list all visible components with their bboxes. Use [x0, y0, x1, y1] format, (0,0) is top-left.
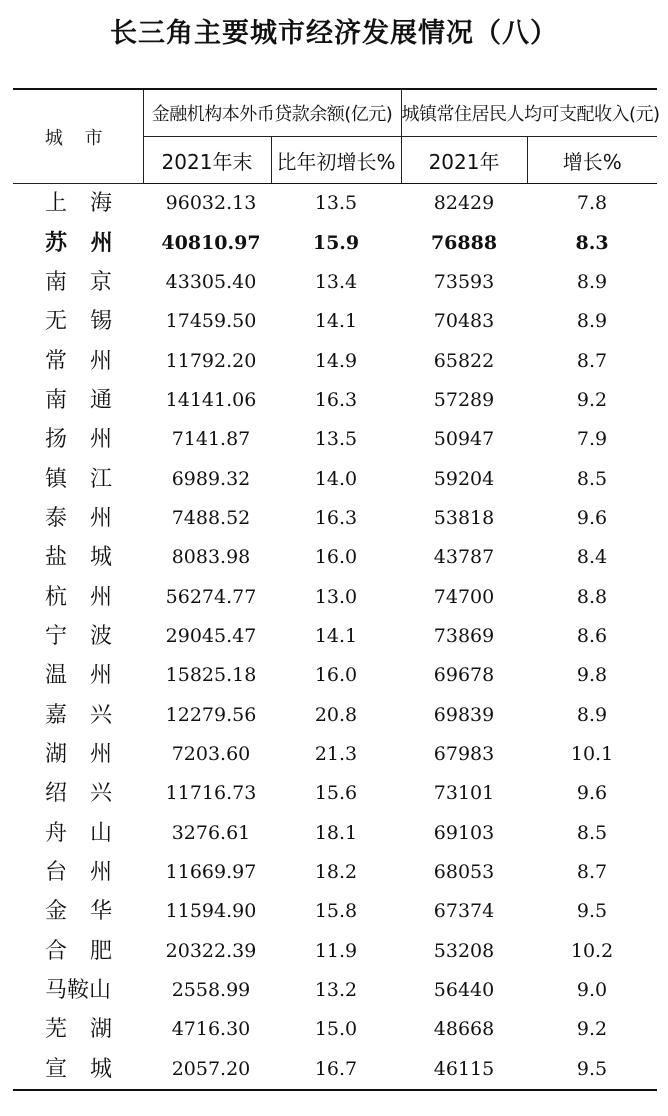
city-cell: 绍 兴 — [45, 781, 120, 807]
income-growth-cell: 8.6 — [576, 624, 608, 647]
income-cell: 73101 — [433, 782, 495, 805]
header-income-year: 2021年 — [401, 137, 527, 184]
loan-growth-cell: 13.5 — [314, 428, 358, 451]
loan-growth-cell: 16.3 — [314, 506, 358, 529]
table-row — [13, 381, 657, 420]
loan-growth-cell: 15.9 — [312, 231, 360, 254]
city-cell: 上 海 — [45, 191, 120, 217]
header-loan-growth: 比年初增长% — [271, 137, 401, 184]
loan-growth-cell: 18.1 — [314, 821, 358, 844]
loan-balance-cell: 7488.52 — [171, 506, 251, 529]
city-cell: 泰 州 — [45, 505, 120, 531]
city-cell: 杭 州 — [45, 584, 120, 610]
income-cell: 53208 — [433, 939, 495, 962]
loan-growth-cell: 16.3 — [314, 388, 358, 411]
loan-balance-cell: 14141.06 — [165, 388, 257, 411]
table-row — [13, 184, 657, 224]
city-cell: 苏 州 — [45, 230, 121, 256]
income-growth-cell: 8.9 — [576, 703, 608, 726]
income-cell: 56440 — [433, 979, 495, 1002]
loan-balance-cell: 3276.61 — [171, 821, 251, 844]
loan-growth-cell: 11.9 — [314, 939, 358, 962]
income-cell: 46115 — [401, 1050, 527, 1090]
table-row — [13, 538, 657, 577]
income-cell: 82429 — [433, 192, 495, 215]
loan-balance-cell: 12279.56 — [165, 703, 257, 726]
income-growth-cell: 10.2 — [570, 939, 614, 962]
income-cell: 67374 — [433, 900, 495, 923]
table-row — [13, 420, 657, 459]
table-row — [13, 695, 657, 734]
loan-growth-cell: 15.0 — [314, 1018, 358, 1041]
table-row — [13, 617, 657, 656]
city-cell: 马鞍山 — [45, 978, 112, 1004]
city-cell: 无 锡 — [45, 309, 120, 335]
city-cell: 嘉 兴 — [45, 702, 120, 728]
loan-growth-cell: 13.2 — [314, 979, 358, 1002]
loan-growth-cell: 14.1 — [314, 624, 358, 647]
income-growth-cell: 8.4 — [576, 546, 608, 569]
income-growth-cell: 8.3 — [575, 231, 609, 254]
loan-balance-cell: 7203.60 — [171, 742, 251, 765]
income-growth-cell: 7.9 — [576, 428, 608, 451]
loan-balance-cell: 6989.32 — [171, 467, 251, 490]
city-cell: 台 州 — [45, 860, 120, 886]
income-cell: 74700 — [433, 585, 495, 608]
loan-balance-cell: 2558.99 — [171, 979, 251, 1002]
table-row — [13, 263, 657, 302]
income-growth-cell: 10.1 — [570, 742, 614, 765]
loan-balance-cell: 11594.90 — [165, 900, 257, 923]
loan-balance-cell: 11792.20 — [165, 349, 257, 372]
income-cell: 65822 — [433, 349, 495, 372]
city-cell: 常 州 — [45, 348, 120, 374]
income-cell: 50947 — [433, 428, 495, 451]
city-cell: 合 肥 — [45, 938, 120, 964]
loan-growth-cell: 13.5 — [314, 192, 358, 215]
income-cell: 48668 — [433, 1018, 495, 1041]
loan-growth-cell: 13.4 — [314, 270, 358, 293]
income-cell: 69103 — [433, 821, 495, 844]
header-loan-group: 金融机构本外币贷款余额(亿元) — [143, 89, 401, 137]
city-cell: 宁 波 — [45, 623, 120, 649]
loan-growth-cell: 20.8 — [314, 703, 358, 726]
table-row — [13, 499, 657, 538]
table-row — [13, 341, 657, 380]
income-cell: 67983 — [433, 742, 495, 765]
income-cell: 57289 — [433, 388, 495, 411]
loan-growth-cell: 21.3 — [314, 742, 358, 765]
loan-balance-cell: 56274.77 — [165, 585, 257, 608]
city-cell: 镇 江 — [45, 466, 120, 492]
table-row — [13, 971, 657, 1010]
city-cell: 南 通 — [45, 387, 120, 413]
table-row — [13, 774, 657, 813]
income-growth-cell: 9.6 — [576, 506, 608, 529]
city-cell: 金 华 — [45, 899, 120, 925]
loan-balance-cell: 8083.98 — [171, 546, 251, 569]
page-title: 长三角主要城市经济发展情况（八） — [110, 18, 558, 49]
city-cell: 南 京 — [45, 269, 120, 295]
income-growth-cell: 9.2 — [576, 388, 608, 411]
table-row — [13, 577, 657, 616]
loan-balance-cell: 20322.39 — [165, 939, 257, 962]
loan-balance-cell: 40810.97 — [161, 231, 261, 254]
income-growth-cell: 9.6 — [576, 782, 608, 805]
table-row — [13, 1010, 657, 1049]
loan-growth-cell: 15.6 — [314, 782, 358, 805]
table-row — [13, 302, 657, 341]
loan-balance-cell: 17459.50 — [165, 310, 257, 333]
income-growth-cell: 8.5 — [576, 467, 608, 490]
table-row — [13, 932, 657, 971]
loan-growth-cell: 15.8 — [314, 900, 358, 923]
income-growth-cell: 9.8 — [576, 664, 608, 687]
loan-growth-cell: 14.1 — [314, 310, 358, 333]
income-growth-cell: 9.0 — [576, 979, 608, 1002]
loan-growth-cell: 16.7 — [271, 1050, 401, 1090]
loan-balance-cell: 43305.40 — [165, 270, 257, 293]
income-growth-cell: 8.7 — [576, 349, 608, 372]
income-cell: 69839 — [433, 703, 495, 726]
income-cell: 70483 — [433, 310, 495, 333]
income-cell: 69678 — [433, 664, 495, 687]
header-income-group: 城镇常住居民人均可支配收入(元) — [401, 89, 657, 137]
loan-growth-cell: 16.0 — [314, 664, 358, 687]
loan-balance-cell: 4716.30 — [171, 1018, 251, 1041]
income-cell: 43787 — [433, 546, 495, 569]
income-cell: 53818 — [433, 506, 495, 529]
loan-balance-cell: 96032.13 — [165, 192, 257, 215]
city-cell: 温 州 — [45, 663, 120, 689]
header-income-growth: 增长% — [527, 137, 657, 184]
table-body — [13, 184, 657, 1090]
income-growth-cell: 8.5 — [576, 821, 608, 844]
city-cell: 盐 城 — [45, 545, 120, 571]
income-growth-cell: 9.2 — [576, 1018, 608, 1041]
table-row — [13, 459, 657, 498]
table-row — [13, 892, 657, 931]
income-growth-cell: 9.5 — [527, 1050, 657, 1090]
header-loan-year: 2021年末 — [143, 137, 271, 184]
income-cell: 76888 — [430, 231, 498, 254]
loan-growth-cell: 13.0 — [314, 585, 358, 608]
city-cell: 芜 湖 — [45, 1017, 120, 1043]
loan-balance-cell: 29045.47 — [165, 624, 257, 647]
income-cell: 73593 — [433, 270, 495, 293]
city-economy-table — [13, 88, 660, 1091]
city-cell: 湖 州 — [45, 741, 120, 767]
table-row — [13, 1050, 657, 1090]
income-growth-cell: 8.9 — [576, 270, 608, 293]
city-cell: 宣 城 — [13, 1050, 143, 1090]
loan-balance-cell: 2057.20 — [143, 1050, 271, 1090]
income-cell: 59204 — [433, 467, 495, 490]
loan-balance-cell: 11716.73 — [165, 782, 257, 805]
table-row — [13, 735, 657, 774]
loan-balance-cell: 7141.87 — [171, 428, 251, 451]
loan-growth-cell: 14.0 — [314, 467, 358, 490]
table-row — [13, 814, 657, 853]
loan-growth-cell: 16.0 — [314, 546, 358, 569]
loan-growth-cell: 18.2 — [314, 861, 358, 884]
table-row — [13, 656, 657, 695]
income-growth-cell: 8.7 — [576, 861, 608, 884]
income-cell: 68053 — [433, 861, 495, 884]
city-cell: 舟 山 — [45, 820, 120, 846]
table-row — [13, 223, 657, 262]
table-row — [13, 853, 657, 892]
city-cell: 扬 州 — [45, 427, 120, 453]
header-city: 城 市 — [13, 89, 143, 184]
income-cell: 73869 — [433, 624, 495, 647]
loan-balance-cell: 11669.97 — [165, 861, 257, 884]
loan-balance-cell: 15825.18 — [165, 664, 257, 687]
table-header — [13, 89, 660, 184]
income-growth-cell: 9.5 — [576, 900, 608, 923]
loan-growth-cell: 14.9 — [314, 349, 358, 372]
income-growth-cell: 7.8 — [576, 192, 608, 215]
income-growth-cell: 8.9 — [576, 310, 608, 333]
income-growth-cell: 8.8 — [576, 585, 608, 608]
